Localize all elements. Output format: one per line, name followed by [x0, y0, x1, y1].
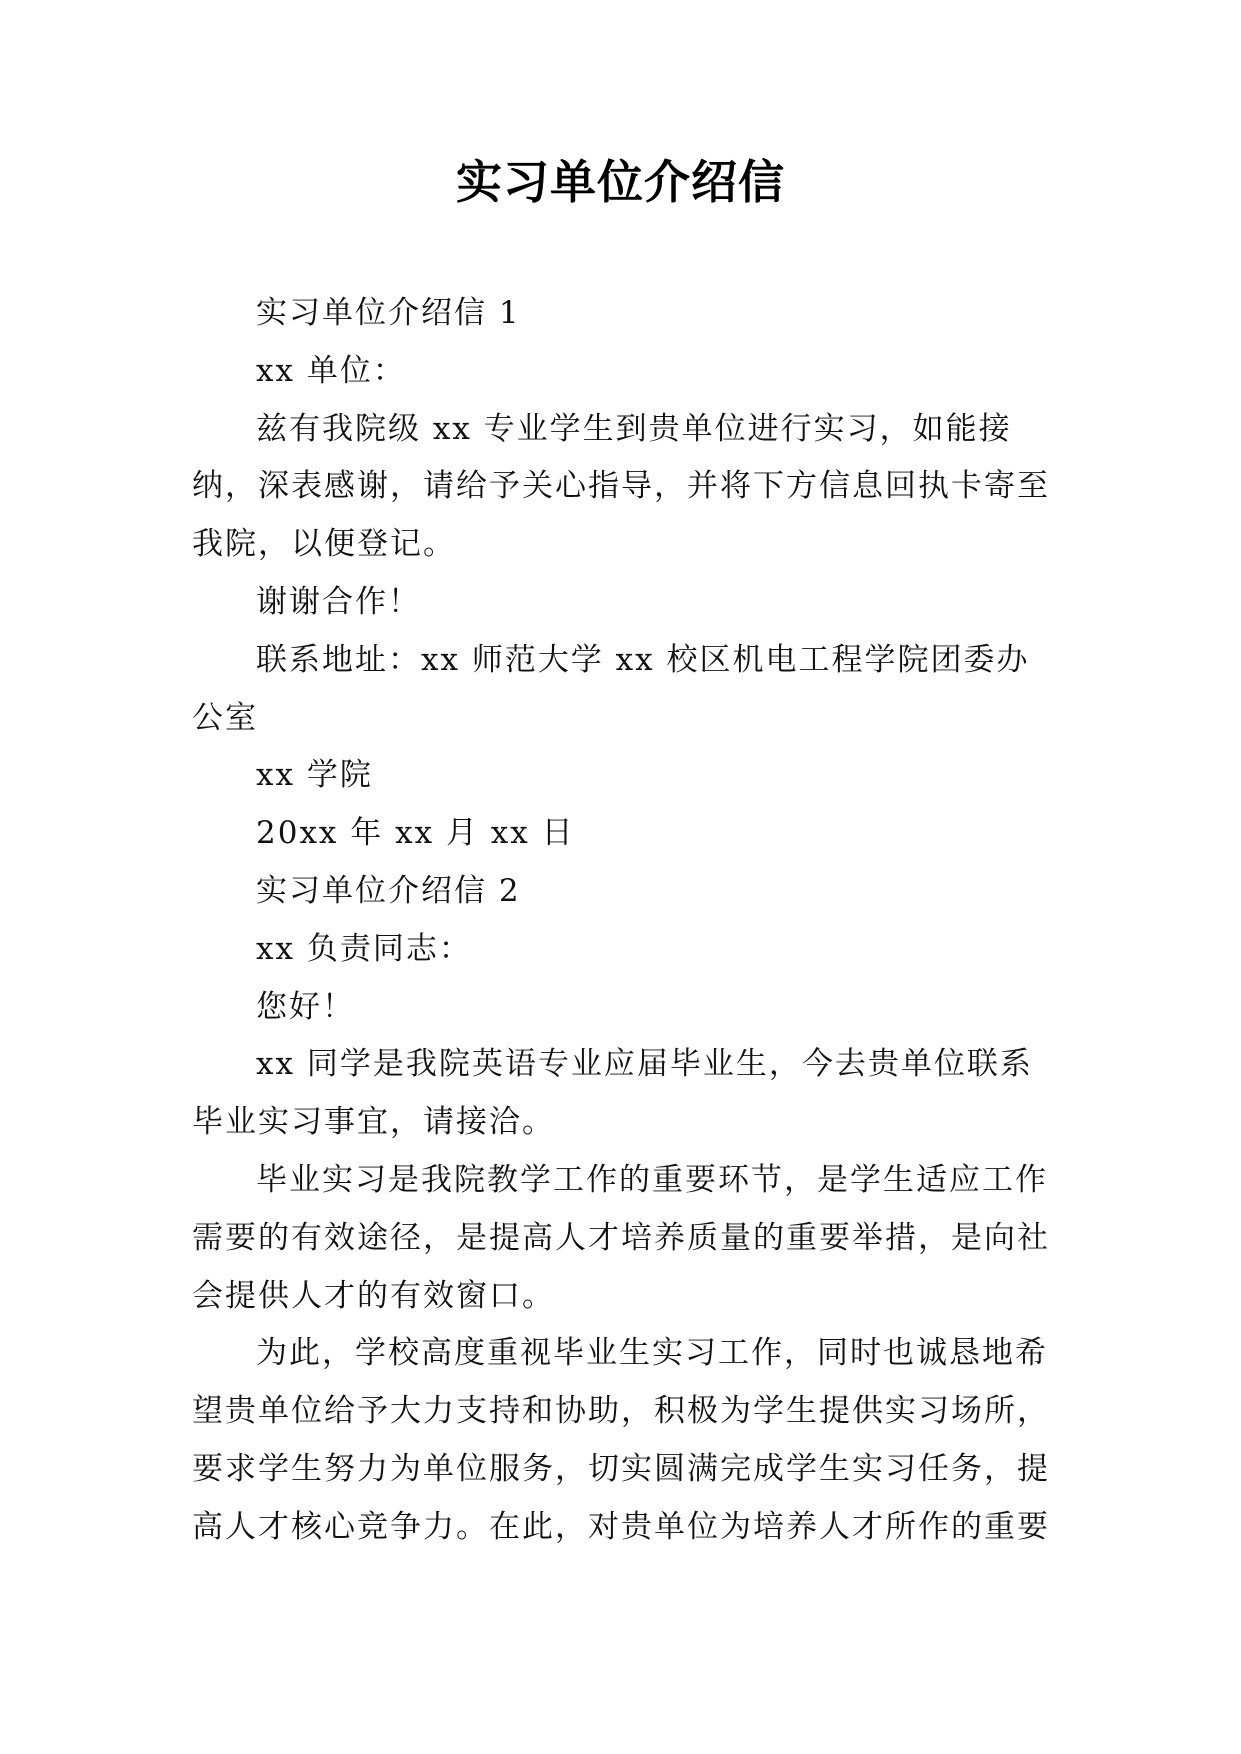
- paragraph-date: 20xx 年 xx 月 xx 日: [256, 815, 575, 852]
- paragraph-request-support: 为此，学校高度重视毕业生实习工作，同时也诚恳地希望贵单位给予大力支持和协助，积极为学生提供实习场所，要求学生努力为单位服务，切实圆满完成学生实习任务，提高人才核心竞争力。在此，对贵单位为培养人才所作的重要: [192, 1335, 1050, 1545]
- paragraph-signature-college: xx 学院: [256, 757, 373, 794]
- paragraph-letter-2-heading: 实习单位介绍信 2: [256, 872, 521, 909]
- paragraph-introduction-1: 兹有我院级 xx 专业学生到贵单位进行实习，如能接纳，深表感谢，请给予关心指导，并将下方信息回执卡寄至我院，以便登记。: [192, 410, 1050, 563]
- paragraph-student-intro: xx 同学是我院英语专业应届毕业生，今去贵单位联系毕业实习事宜，请接洽。: [192, 1046, 1033, 1141]
- paragraph-salutation-2: xx 负责同志：: [256, 930, 472, 967]
- document-title: 实习单位介绍信: [456, 155, 785, 209]
- document-body: [192, 285, 1062, 1557]
- paragraph-greeting: 您好！: [256, 988, 355, 1025]
- paragraph-salutation-1: xx 单位：: [256, 352, 406, 389]
- paragraph-thanks: 谢谢合作！: [256, 583, 421, 620]
- paragraph-contact-address: 联系地址：xx 师范大学 xx 校区机电工程学院团委办公室: [192, 641, 1030, 736]
- paragraph-internship-importance: 毕业实习是我院教学工作的重要环节，是学生适应工作需要的有效途径，是提高人才培养质量的重要举措，是向社会提供人才的有效窗口。: [192, 1161, 1050, 1314]
- paragraph-letter-1-heading: 实习单位介绍信 1: [256, 295, 521, 331]
